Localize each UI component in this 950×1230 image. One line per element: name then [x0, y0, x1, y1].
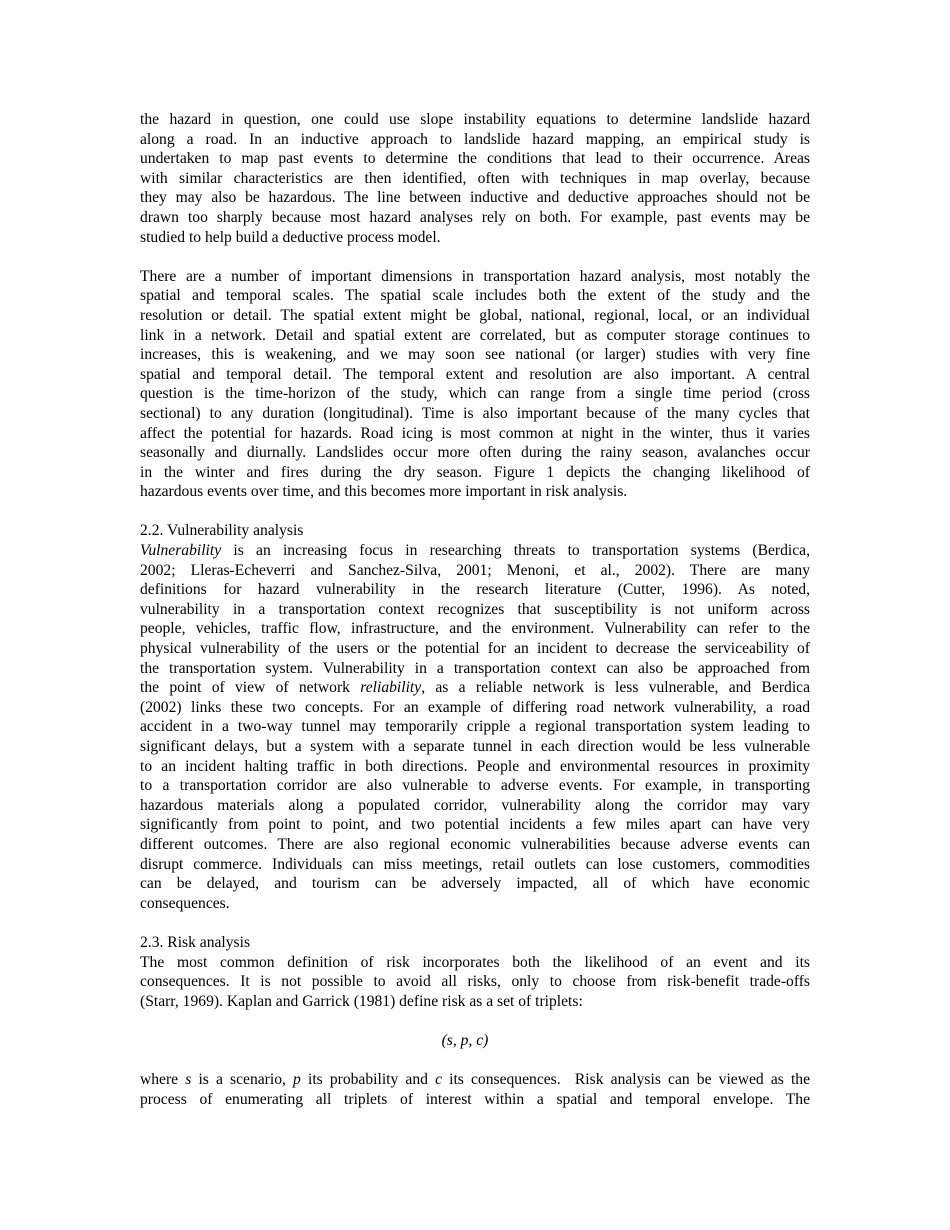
text-line: with similar characteristics are then identified, often with techniques in map overlay, because — [140, 169, 810, 187]
section-vulnerability-analysis — [140, 521, 810, 913]
text-line: disrupt commerce. Individuals can miss meetings, retail outlets can lose customers, commodities — [140, 855, 810, 873]
text-line: hazardous materials along a populated corridor, vulnerability along the corridor may vary — [140, 796, 810, 814]
text-line: consequences. — [140, 894, 230, 912]
equation-spacer — [140, 1011, 810, 1031]
text-line: studied to help build a deductive process model. — [140, 228, 441, 246]
text-line: the hazard in question, one could use slope instability equations to determine landslide hazard — [140, 111, 810, 128]
text-line: to a transportation corridor are also vulnerable to adverse events. For example, in transporting — [140, 777, 810, 795]
text-run: its consequences. Risk analysis can be viewed as the — [442, 1071, 811, 1089]
text-line: to an incident halting traffic in both directions. People and environmental resources in proximity — [140, 757, 810, 775]
math-variable-s: s — [185, 1071, 192, 1089]
italic-term: Vulnerability — [140, 542, 222, 560]
text-line: (2002) links these two concepts. For an example of differing road network vulnerability, a road — [140, 698, 810, 716]
text-run: the point of view of network — [140, 679, 361, 697]
text-line: physical vulnerability of the users or the potential for an incident to decrease the serviceability of — [140, 640, 810, 658]
text-line: sectional) to any duration (longitudinal). Time is also important because of the many cycles that — [140, 404, 810, 422]
text-line: (Starr, 1969). Kaplan and Garrick (1981) define risk as a set of triplets: — [140, 992, 583, 1010]
text-line: different outcomes. There are also regional economic vulnerabilities because adverse events can — [140, 835, 810, 853]
equation-triplet: (s, p, c) — [441, 1031, 489, 1049]
paragraph-dimensions — [140, 267, 810, 502]
text-line: they may also be hazardous. The line between inductive and deductive approaches should not be — [140, 189, 810, 207]
text-line: affect the potential for hazards. Road icing is most common at night in the winter, thus it varies — [140, 424, 810, 442]
text-run: its probability and — [300, 1071, 436, 1089]
text-line — [140, 541, 810, 561]
text-line: consequences. It is not possible to avoid all risks, only to choose from risk-benefit trade-offs — [140, 973, 810, 991]
text-line: significantly from point to point, and two potential incidents a few miles apart can have very — [140, 816, 810, 834]
text-line: There are a number of important dimensions in transportation hazard analysis, most notably the — [140, 267, 810, 285]
text-line: seasonally and diurnally. Landslides occur more often during the rainy season, avalanches occur — [140, 444, 810, 462]
text-line: significant delays, but a system with a separate tunnel in each direction would be less vulnerable — [140, 738, 810, 755]
text-line: 2002; Lleras-Echeverri and Sanchez-Silva, 2001; Menoni, et al., 2002). There are many — [140, 561, 810, 579]
text-line: The most common definition of risk incorporates both the likelihood of an event and its — [140, 953, 810, 971]
text-line: increases, this is weakening, and we may soon see national (or larger) studies with very fine — [140, 346, 810, 364]
math-variable-p: p — [293, 1071, 301, 1089]
text-line: question is the time-horizon of the study, which can range from a single time period (cross — [140, 385, 810, 403]
text-line: resolution or detail. The spatial extent might be global, national, regional, local, or an individual — [140, 306, 810, 324]
text-line: along a road. In an inductive approach to landslide hazard mapping, an empirical study is — [140, 130, 810, 148]
section-heading: 2.3. Risk analysis — [140, 933, 251, 951]
paragraph-hazard-approaches — [140, 110, 810, 247]
text-line: accident in a two-way tunnel may temporarily cripple a regional transportation system leading to — [140, 718, 810, 736]
equation-spacer — [140, 1051, 810, 1071]
math-variable-c: c — [435, 1071, 442, 1089]
text-line: in the winter and fires during the dry season. Figure 1 depicts the changing likelihood of — [140, 463, 810, 481]
text-line: definitions for hazard vulnerability in the research literature (Cutter, 1996). As noted, — [140, 581, 810, 599]
text-line: spatial and temporal scales. The spatial scale includes both the extent of the study and the — [140, 287, 810, 305]
text-line: the transportation system. Vulnerability in a transportation context can also be approached from — [140, 659, 810, 677]
text-line: people, vehicles, traffic flow, infrastructure, and the environment. Vulnerability can refer to the — [140, 620, 810, 638]
text-line: can be delayed, and tourism can be adversely impacted, all of which have economic — [140, 875, 810, 893]
text-line: vulnerability in a transportation context recognizes that susceptibility is not uniform across — [140, 600, 810, 618]
italic-term: reliability — [360, 679, 422, 697]
text-line: link in a network. Detail and spatial extent are correlated, but as computer storage continues to — [140, 326, 810, 344]
text-line: spatial and temporal detail. The temporal extent and resolution are also important. A central — [140, 365, 810, 383]
text-line — [140, 678, 810, 698]
text-run: is a scenario, — [191, 1071, 294, 1089]
text-line: hazardous events over time, and this becomes more important in risk analysis. — [140, 483, 628, 501]
section-heading: 2.2. Vulnerability analysis — [140, 522, 304, 540]
paragraph-spacer — [140, 247, 810, 267]
text-line: undertaken to map past events to determine the conditions that lead to their occurrence. Areas — [140, 150, 810, 168]
text-line: drawn too sharply because most hazard analyses rely on both. For example, past events may be — [140, 208, 810, 226]
paragraph-spacer — [140, 913, 810, 933]
section-risk-analysis — [140, 933, 810, 1109]
text-run: where — [140, 1071, 186, 1089]
text-line: process of enumerating all triplets of interest within a spatial and temporal envelope. The — [140, 1090, 810, 1108]
text-run: , as a reliable network is less vulnerable, and Berdica — [421, 679, 810, 697]
text-run: is an increasing focus in researching threats to transportation systems (Berdica, — [221, 542, 810, 560]
text-line — [140, 1070, 810, 1090]
paragraph-spacer — [140, 502, 810, 522]
document-page — [140, 110, 810, 1109]
